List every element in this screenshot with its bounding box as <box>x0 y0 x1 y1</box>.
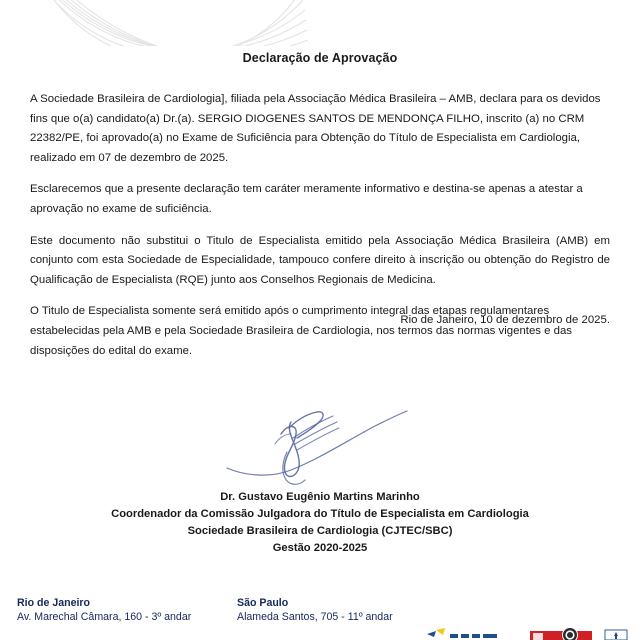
date-line: Rio de Janeiro, 10 de dezembro de 2025. <box>400 314 610 326</box>
document-body <box>30 90 610 373</box>
footer-address-sao-paulo <box>237 596 393 625</box>
signatory-name: Dr. Gustavo Eugênio Martins Marinho <box>220 491 420 503</box>
page-footer <box>0 582 640 640</box>
header-arc-decoration <box>0 0 640 46</box>
sbc-logo <box>427 628 497 638</box>
signatory-term: Gestão 2020-2025 <box>272 542 368 555</box>
paragraph-1: A Sociedade Brasileira de Cardiologia], filiada pela Associação Médica Brasileira – AMB, declara para os devidos fins que o(a) candidato(a) Dr.(a). SERGIO DIOGENES SANTOS DE MENDONÇA FILHO, inscrito (a) no CRM 22382/PE, foi aprovado(a) no Exame de Suficiência para Obtenção do Título de Especialista em Cardiologia, realizado em 07 de dezembro de 2025. <box>30 93 601 164</box>
signatory-block <box>0 489 640 557</box>
signature-image <box>0 398 640 490</box>
paragraph-4: O Titulo de Especialista somente será emitido após o cumprimento integral das etapas regulamentares estabelecidas pela AMB e pela Sociedade Brasileira de Cardiologia, nos termos das normas vigentes e das disposições do edital do exame. <box>30 305 573 357</box>
signatory-role: Coordenador da Comissão Julgadora do Título de Especialista em Cardiologia <box>111 508 529 521</box>
document-title: Declaração de Aprovação <box>242 51 398 65</box>
cfm-logo <box>605 630 627 640</box>
footer-city-rio: Rio de Janeiro <box>17 597 90 609</box>
amb-logo <box>530 627 592 640</box>
footer-address-rio <box>17 596 191 625</box>
signatory-organization: Sociedade Brasileira de Cardiologia (CJTEC/SBC) <box>187 525 453 538</box>
paragraph-2: Esclarecemos que a presente declaração tem caráter meramente informativo e destina-se apenas a atestar a aprovação no exame de suficiência. <box>30 183 583 216</box>
footer-street-rio: Av. Marechal Câmara, 160 - 3º andar <box>17 611 192 624</box>
footer-logo-group <box>425 618 640 640</box>
footer-city-sao-paulo: São Paulo <box>237 597 289 609</box>
paragraph-3: Este documento não substitui o Titulo de Especialista emitido pela Associação Médica Brasileira (AMB) em conjunto com esta Sociedade de Especialidade, tampouco confere direito à inscrição ou obtenção do Registro de Qualificação de Especialista (RQE) junto aos Conselhos Regionais de Medicina. <box>30 234 610 286</box>
footer-street-sao-paulo: Alameda Santos, 705 - 11º andar <box>237 611 393 624</box>
